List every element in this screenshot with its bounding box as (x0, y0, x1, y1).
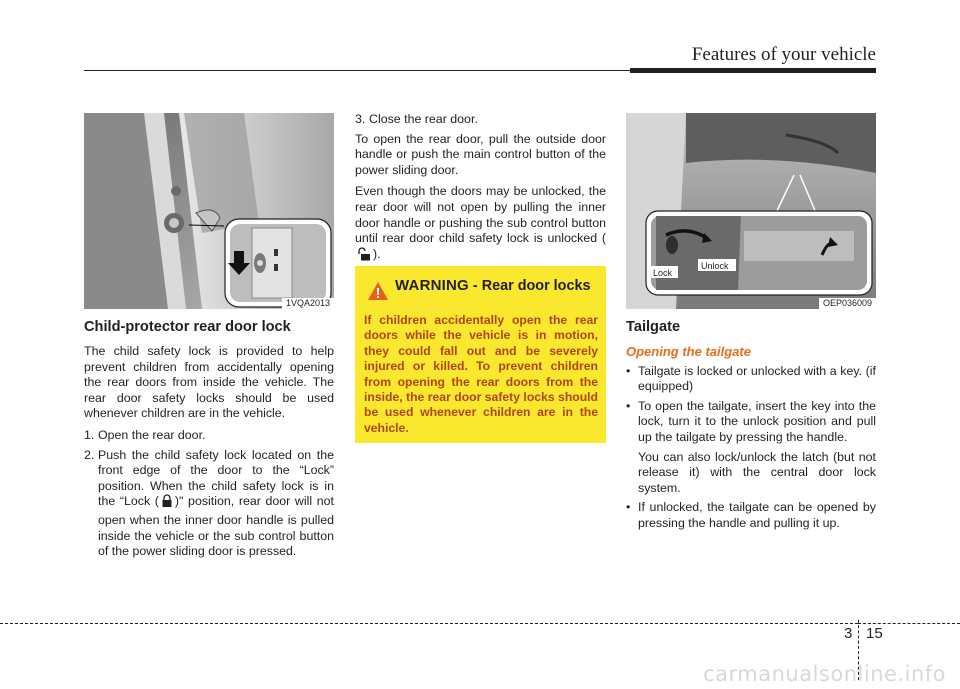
tailgate-subheading: Opening the tailgate (626, 344, 751, 359)
para2-text-a: Even though the doors may be unlocked, the rear door will not open by pulling the inner door handle or pushing the sub control button until rear door child safety lock is unlocked ( (355, 184, 606, 246)
list-text: Tailgate is locked or unlocked with a key. (if equipped) (638, 363, 876, 394)
list-text (98, 448, 334, 560)
list-item (355, 112, 606, 128)
figure-caption: OEP036009 (819, 298, 876, 309)
list-item (626, 450, 876, 497)
list-item (84, 448, 334, 560)
bullet-spacer (626, 450, 638, 497)
list-text: Close the rear door. (369, 112, 478, 126)
list-item (626, 500, 876, 531)
list-note: You can also lock/unlock the latch (but not release it) with the central door lock system. (638, 449, 876, 495)
tailgate-heading: Tailgate (626, 319, 681, 335)
tailgate-figure (626, 113, 876, 309)
warning-text: If children accidentally open the rear doors while the vehicle is in motion, they could fall out and be severely injured or killed. To prevent children from opening the rear doors from the inside, the rear door safety locks should be used whenever children are in the vehicle. (364, 313, 598, 435)
section-title: Features of your vehicle (691, 44, 876, 65)
list-number: 2. (84, 447, 95, 462)
warning-subject: - Rear door locks (472, 278, 591, 294)
warning-triangle-icon (367, 281, 389, 301)
header-rule-accent (630, 68, 876, 73)
tailgate-illustration (626, 113, 876, 309)
child-lock-illustration (84, 113, 334, 309)
warning-header (367, 278, 599, 294)
list-item (84, 428, 334, 444)
lock-icon (161, 494, 173, 513)
warning-word: WARNING (395, 277, 469, 294)
unlock-icon (357, 247, 371, 266)
child-lock-figure (84, 113, 334, 309)
page-number: 15 (866, 625, 883, 642)
figure-caption: 1VQA2013 (282, 298, 334, 309)
list-number: 3. (355, 112, 366, 126)
unlock-label: Unlock (701, 261, 729, 271)
child-lock-intro: The child safety lock is provided to help prevent children from accidentally opening the rear doors from inside the vehicle. The rear door safety locks should be used whenever children are in the vehicle. (84, 344, 334, 421)
footer-rule (0, 623, 858, 624)
list-text: To open the tailgate, insert the key into the lock, turn it to the unlock position and pull up the tailgate by pressing the handle. (638, 398, 876, 444)
list-item (626, 399, 876, 446)
step2-text-a: Push the child safety lock located on the front edge of the door to the “Lock” position. When the child safety lock is in the “Lock ( (98, 447, 334, 509)
unlock-paragraph (355, 184, 606, 265)
list-text: Open the rear door. (98, 427, 206, 442)
warning-box (355, 266, 606, 443)
list-text: If unlocked, the tailgate can be opened by pressing the handle and pulling it up. (638, 500, 876, 530)
para2-text-b: ). (373, 246, 381, 261)
bullet: • (626, 398, 631, 413)
warning-title (395, 278, 599, 294)
chapter-number: 3 (844, 625, 853, 642)
bullet: • (626, 363, 631, 378)
open-rear-door-paragraph: To open the rear door, pull the outside door handle or push the main control button of the power sliding door. (355, 131, 606, 177)
middle-column (355, 112, 606, 271)
child-lock-heading: Child-protector rear door lock (84, 319, 291, 335)
step2-text-b: )" position, rear door will not open when the inner door handle is pulled inside the vehicle or the sub control button of the power sliding door is pressed. (98, 494, 334, 559)
right-column (626, 318, 876, 536)
bullet: • (626, 500, 631, 515)
watermark: carmanualsonline.info (703, 662, 946, 686)
list-number: 1. (84, 427, 95, 442)
footer-rule (858, 623, 960, 624)
lock-label: Lock (653, 268, 673, 278)
list-item (626, 364, 876, 395)
left-column (84, 318, 334, 564)
